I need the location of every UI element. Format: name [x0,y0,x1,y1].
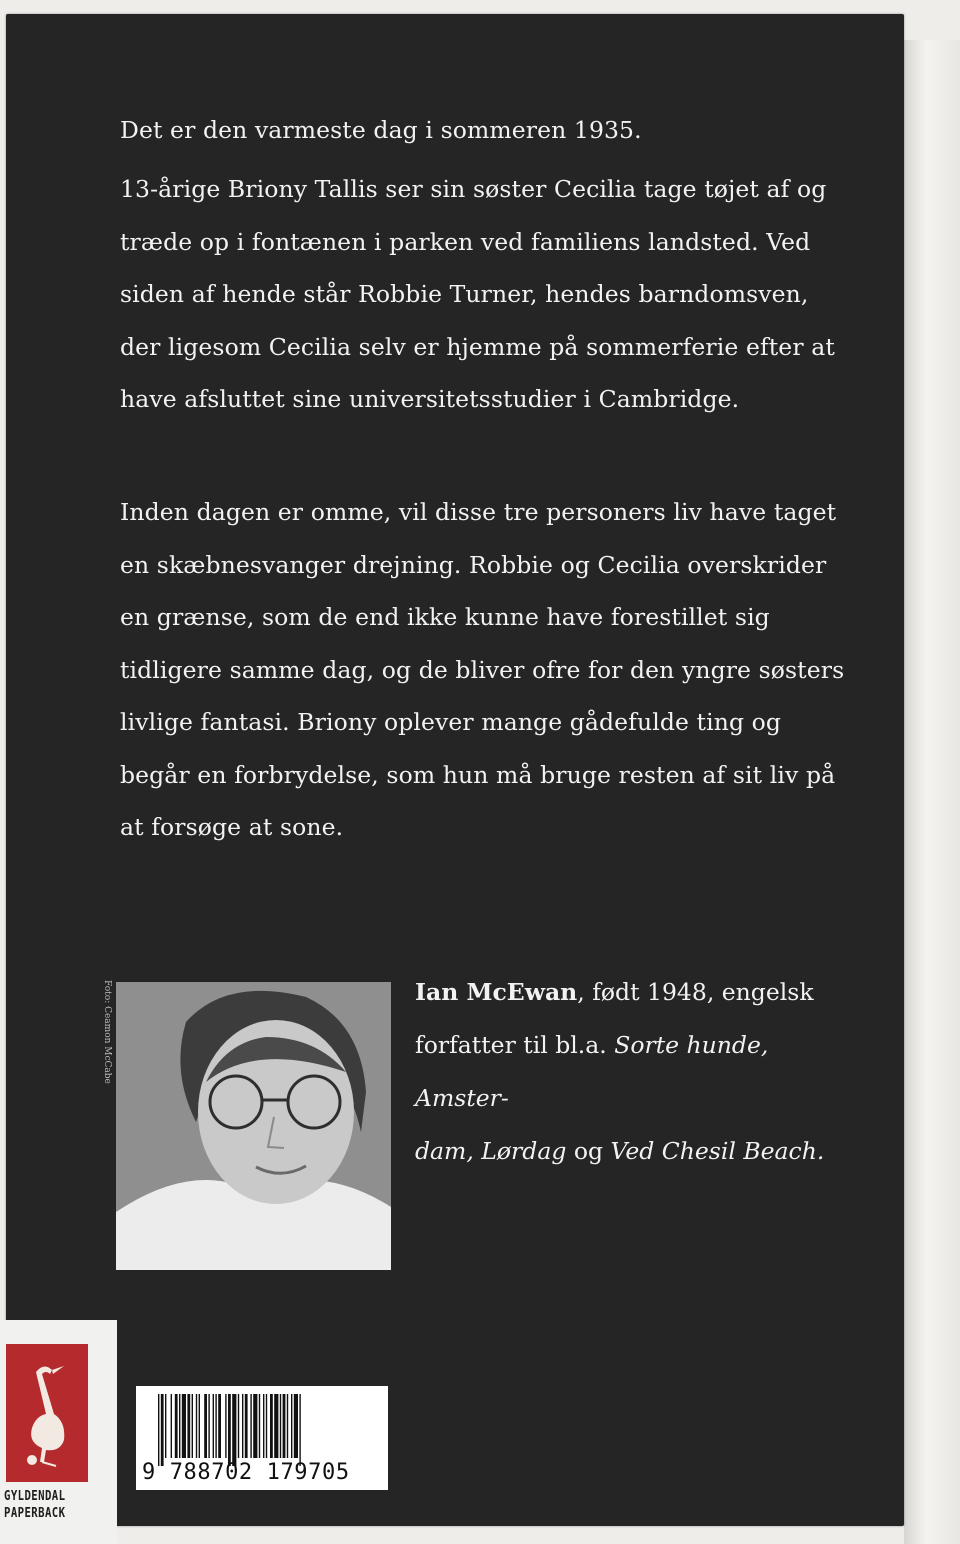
barcode-bar [213,1394,214,1458]
blurb-line: siden af hende står Robbie Turner, hendes barndomsven, [120,280,809,308]
book-title: Sorte hunde [614,1031,761,1059]
barcode-bar [232,1394,236,1466]
blurb-paragraph-2 [120,486,850,854]
blurb-line: en grænse, som de end ikke kunne have forestillet sig [120,603,770,631]
blurb-intro [120,104,850,157]
barcode-bar [263,1394,264,1458]
author-bio-text: forfatter til bl.a. [415,1031,615,1059]
author-name: Ian McEwan [415,978,578,1006]
blurb-line: have afsluttet sine universitetsstudier i Cambridge. [120,385,740,413]
barcode-bar [238,1394,239,1458]
barcode-bar [270,1394,273,1458]
separator: , [760,1031,769,1059]
barcode-bar [242,1394,243,1458]
blurb-line: livlige fantasi. Briony oplever mange gådefulde ting og [120,708,782,736]
barcode-bar [225,1394,226,1458]
barcode-bar [171,1394,172,1458]
blurb-line: en skæbnesvanger drejning. Robbie og Cecilia overskrider [120,550,827,579]
blurb-line: begår en forbrydelse, som hun må bruge resten af sit liv på [120,760,836,789]
barcode-bar [274,1394,278,1458]
blurb-line: tidligere samme dag, og de bliver ofre for den yngre søsters [120,655,845,684]
publisher-logo [0,1320,117,1544]
publisher-line-2: PAPERBACK [4,1506,66,1521]
author-bio-text: , født 1948, engelsk [577,978,814,1006]
crane-icon [6,1344,88,1482]
barcode-digits: 9 788702 179705 [142,1460,350,1485]
barcode-bar [250,1394,251,1458]
barcode-bars [158,1394,372,1466]
publisher-line-1: GYLDENDAL [4,1489,66,1504]
blurb-intro-line: Det er den varmeste dag i sommeren 1935. [120,116,642,144]
barcode-icon [136,1386,388,1490]
barcode-bar [208,1394,209,1458]
barcode-bar [294,1394,298,1458]
blurb-line: der ligesom Cecilia selv er hjemme på sommerferie efter at [120,332,835,361]
barcode-bar [299,1394,300,1466]
blurb-line: at forsøge at sone. [120,813,344,841]
publisher-name [4,1488,65,1522]
barcode-bar [175,1394,178,1458]
barcode-bar [253,1394,257,1458]
barcode-bar [161,1394,164,1466]
separator: , [466,1137,482,1165]
barcode-bar [204,1394,207,1458]
barcode-bar [245,1394,248,1458]
barcode-bar [196,1394,197,1458]
barcode-bar [218,1394,221,1458]
page-edge [904,40,960,1544]
barcode-bar [259,1394,260,1458]
barcode-bar [158,1394,159,1466]
barcode-bar [280,1394,281,1458]
barcode-bar [283,1394,286,1458]
separator: og [566,1137,611,1165]
book-title: Ved Chesil Beach. [610,1137,825,1165]
blurb-line: 13-årige Briony Tallis ser sin søster Cecilia tage tøjet af og [120,175,827,203]
blurb-line: træde op i fontænen i parken ved familiens landsted. Ved [120,227,811,256]
blurb-line: Inden dagen er omme, vil disse tre personers liv have taget [120,498,837,526]
barcode-bar [291,1394,292,1458]
barcode-bar [187,1394,190,1458]
book-title: Lørdag [481,1137,567,1165]
barcode-bar [199,1394,200,1458]
photo-credit: Foto: Ceamon McCabe [102,980,112,1084]
author-bio [415,966,855,1178]
barcode-bar [179,1394,180,1458]
barcode-bar [165,1394,166,1458]
blurb-paragraph-1 [120,163,850,426]
author-portrait-icon [116,982,391,1270]
barcode-bar [192,1394,193,1458]
book-title: dam [415,1137,467,1165]
barcode-bar [266,1394,267,1458]
barcode-bar [215,1394,216,1458]
barcode-bar [228,1394,231,1466]
book-title: Amster- [415,1084,509,1112]
barcode-bar [287,1394,288,1458]
barcode-bar [182,1394,186,1458]
